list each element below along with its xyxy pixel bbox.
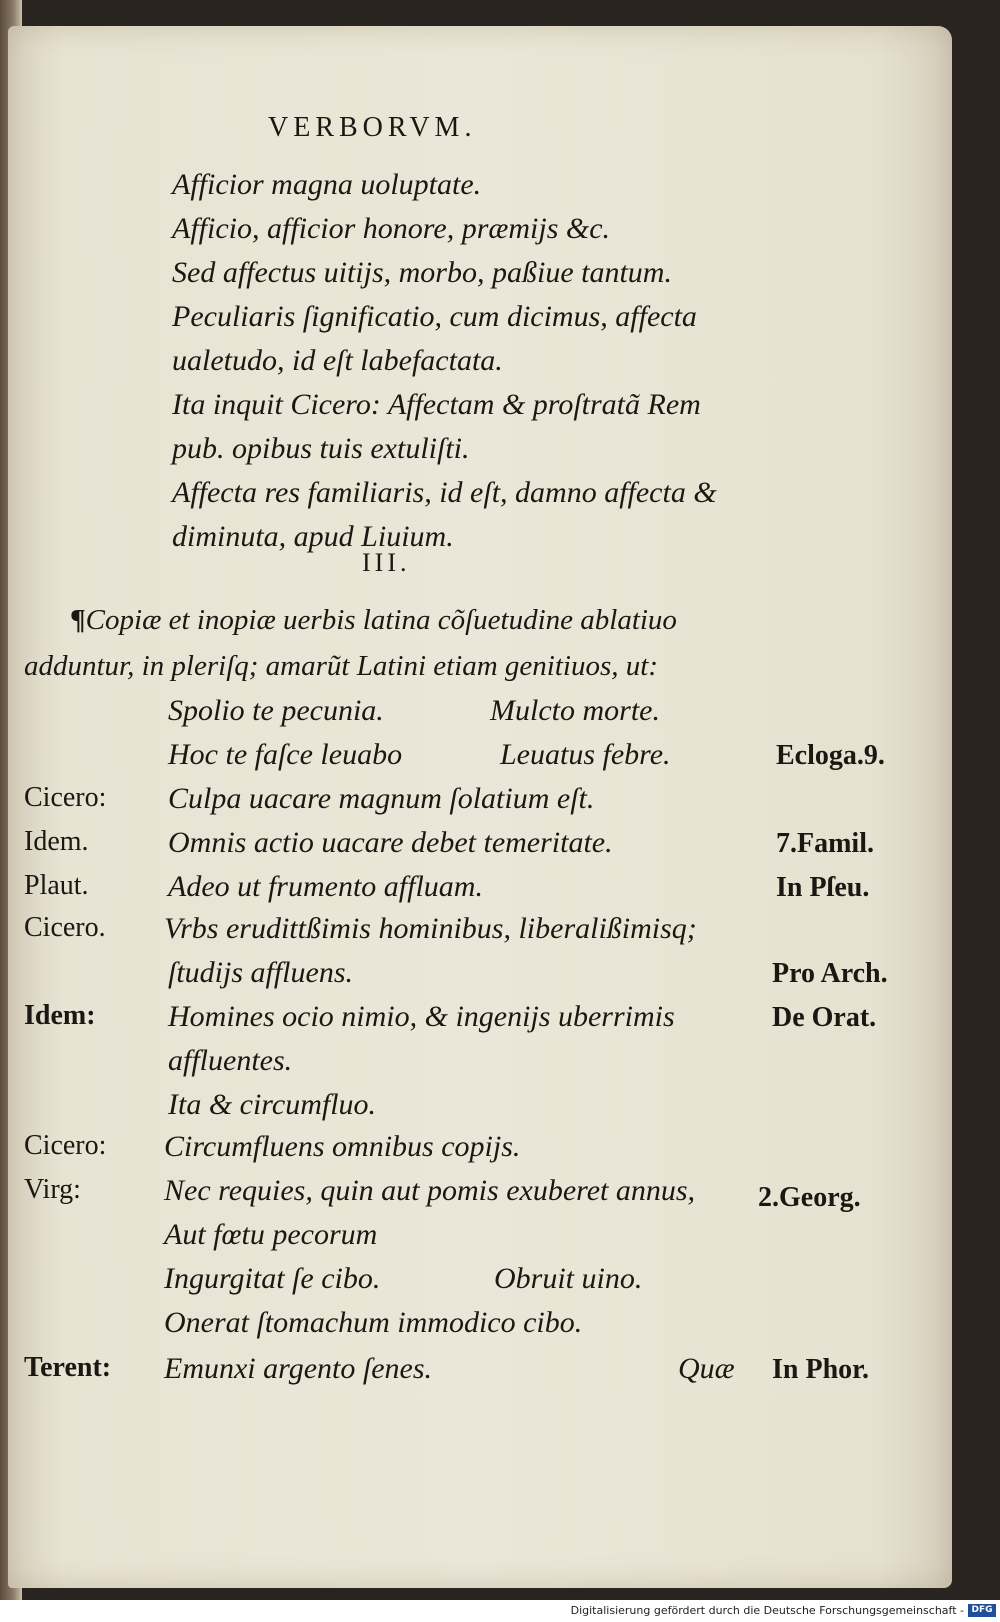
margin-author: Cicero:: [24, 1130, 107, 1161]
example-text: Omnis actio uacare debet temeritate.: [168, 826, 613, 859]
example-text: Onerat ſtomachum immodico cibo.: [164, 1306, 583, 1339]
text-line: Affecta res familiaris, id eſt, damno affecta &: [172, 476, 717, 509]
example-text: Culpa uacare magnum ſolatium eſt.: [168, 782, 595, 815]
intro-line-2: adduntur, in pleriſq; amarũt Latini etiam genitiuos, ut:: [24, 650, 658, 682]
example-text-2: Leuatus febre.: [500, 738, 671, 771]
text-line: pub. opibus tuis extuliſti.: [172, 432, 470, 465]
text-line: diminuta, apud Liuium.: [172, 520, 454, 553]
example-text: Nec requies, quin aut pomis exuberet annus,: [164, 1174, 696, 1207]
margin-author: Virg:: [24, 1174, 81, 1205]
example-text: Aut fœtu pecorum: [164, 1218, 378, 1251]
margin-author: Idem:: [24, 1000, 96, 1031]
text-line: Afficio, afficior honore, præmijs &c.: [172, 212, 611, 245]
example-text: Spolio te pecunia.: [168, 694, 384, 727]
intro-text-1: Copiæ et inopiæ uerbis latina cõſuetudine ablatiuo: [85, 604, 677, 636]
example-text-2: Mulcto morte.: [490, 694, 660, 727]
margin-author: Cicero:: [24, 782, 107, 813]
running-head: VERBORVM.: [268, 112, 477, 143]
text-line: ualetudo, id eſt labefactata.: [172, 344, 503, 377]
pilcrow-mark: ¶: [70, 604, 86, 636]
margin-reference: In Phor.: [772, 1354, 870, 1385]
example-text: Hoc te faſce leuabo: [168, 738, 403, 771]
margin-reference: 2.Georg.: [758, 1182, 861, 1213]
margin-reference: In Pſeu.: [776, 872, 870, 903]
margin-author: Cicero.: [24, 912, 106, 943]
margin-reference: 7.Famil.: [776, 828, 874, 859]
example-text: Ingurgitat ſe cibo.: [164, 1262, 381, 1295]
example-text: Ita & circumfluo.: [168, 1088, 377, 1121]
intro-line-1: [70, 604, 677, 637]
example-text: Adeo ut frumento affluam.: [168, 870, 483, 903]
example-text: Circumfluens omnibus copijs.: [164, 1130, 521, 1163]
example-text: Homines ocio nimio, & ingenijs uberrimis: [168, 1000, 675, 1033]
digitization-credit: Digitalisierung gefördert durch die Deutsche Forschungsgemeinschaft -: [570, 1604, 964, 1617]
dfg-logo: DFG: [968, 1604, 996, 1617]
margin-author: Plaut.: [24, 870, 89, 901]
section-number: III.: [362, 548, 411, 577]
example-text: ſtudijs affluens.: [168, 956, 354, 989]
example-text-2: Obruit uino.: [494, 1262, 643, 1295]
example-text: Vrbs erudittßimis hominibus, liberalißimisq;: [164, 912, 697, 945]
example-text: affluentes.: [168, 1044, 293, 1077]
text-line: Afficior magna uoluptate.: [172, 168, 482, 201]
text-line: Ita inquit Cicero: Affectam & proſtratã Rem: [172, 388, 701, 421]
margin-reference: De Orat.: [772, 1002, 877, 1033]
margin-reference: Pro Arch.: [772, 958, 888, 989]
example-text: Emunxi argento ſenes.: [164, 1352, 432, 1385]
text-line: Peculiaris ſignificatio, cum dicimus, affecta: [172, 300, 697, 333]
catchword: Quæ: [678, 1352, 735, 1385]
margin-author: Terent:: [24, 1352, 112, 1383]
text-line: Sed affectus uitijs, morbo, paßiue tantum.: [172, 256, 672, 289]
margin-author: Idem.: [24, 826, 89, 857]
margin-reference: Ecloga.9.: [776, 740, 885, 771]
